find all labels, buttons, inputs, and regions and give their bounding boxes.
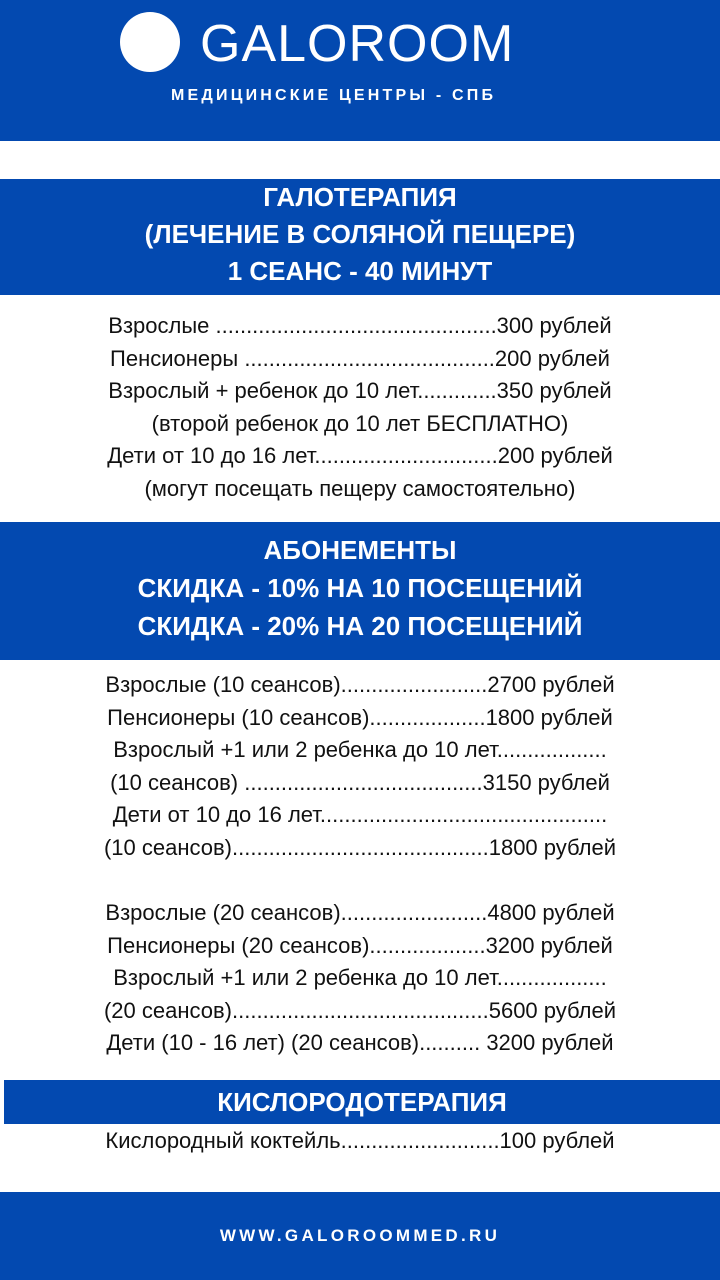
price-row: Взрослые (20 сеансов)........................4800 рублей <box>105 900 615 925</box>
price-row: Взрослый + ребенок до 10 лет.............350 рублей <box>108 378 612 404</box>
price-row: Дети (10 - 16 лет) (20 сеансов).......... 3200 рублей <box>106 1030 614 1056</box>
brand-name: GALOROOM <box>200 15 515 73</box>
heading-line: ГАЛОТЕРАПИЯ <box>263 182 457 212</box>
halotherapy-heading <box>0 179 720 295</box>
heading-line: СКИДКА - 10% НА 10 ПОСЕЩЕНИЙ <box>137 573 583 603</box>
halotherapy-price-list <box>0 310 720 506</box>
price-row: Взрослые ..............................................300 рублей <box>108 313 612 338</box>
brand-tagline: МЕДИЦИНСКИЕ ЦЕНТРЫ - СПБ <box>171 87 497 104</box>
price-row: (10 сеансов) .......................................3150 рублей <box>110 769 610 795</box>
subscriptions-heading <box>0 522 720 660</box>
price-row: (10 сеансов)..........................................1800 рублей <box>103 834 616 860</box>
price-row: Пенсионеры (10 сеансов)...................1800 рублей <box>107 704 613 730</box>
price-row: Кислородный коктейль..........................100 рублей <box>105 1128 615 1153</box>
price-note: (могут посещать пещеру самостоятельно) <box>144 475 576 501</box>
price-row: Взрослый +1 или 2 ребенка до 10 лет.................. <box>113 737 607 763</box>
header-banner <box>0 0 720 141</box>
subscriptions-10-price-list <box>0 669 720 865</box>
price-row: Дети от 10 до 16 лет..............................200 рублей <box>107 443 613 469</box>
heading-line: СКИДКА - 20% НА 20 ПОСЕЩЕНИЙ <box>137 611 583 641</box>
price-row: Дети от 10 до 16 лет............................................... <box>112 802 608 828</box>
subscriptions-20-price-list <box>0 897 720 1060</box>
price-note: (второй ребенок до 10 лет БЕСПЛАТНО) <box>151 410 569 436</box>
price-row: Пенсионеры .........................................200 рублей <box>110 345 610 371</box>
oxygen-heading: КИСЛОРОДОТЕРАПИЯ <box>4 1080 720 1124</box>
heading-line: 1 СЕАНС - 40 МИНУТ <box>227 256 493 286</box>
website-link[interactable]: WWW.GALOROOMMED.RU <box>219 1226 501 1245</box>
price-row: (20 сеансов)..........................................5600 рублей <box>103 997 616 1023</box>
oxygen-price-list <box>0 1125 720 1158</box>
price-row: Пенсионеры (20 сеансов)...................3200 рублей <box>107 932 613 958</box>
heading-line: (ЛЕЧЕНИЕ В СОЛЯНОЙ ПЕЩЕРЕ) <box>144 219 576 249</box>
logo-circle-icon <box>120 12 180 72</box>
price-row: Взрослый +1 или 2 ребенка до 10 лет.................. <box>113 965 607 991</box>
heading-line: АБОНЕМЕНТЫ <box>263 535 457 565</box>
price-row: Взрослые (10 сеансов)........................2700 рублей <box>105 672 615 697</box>
